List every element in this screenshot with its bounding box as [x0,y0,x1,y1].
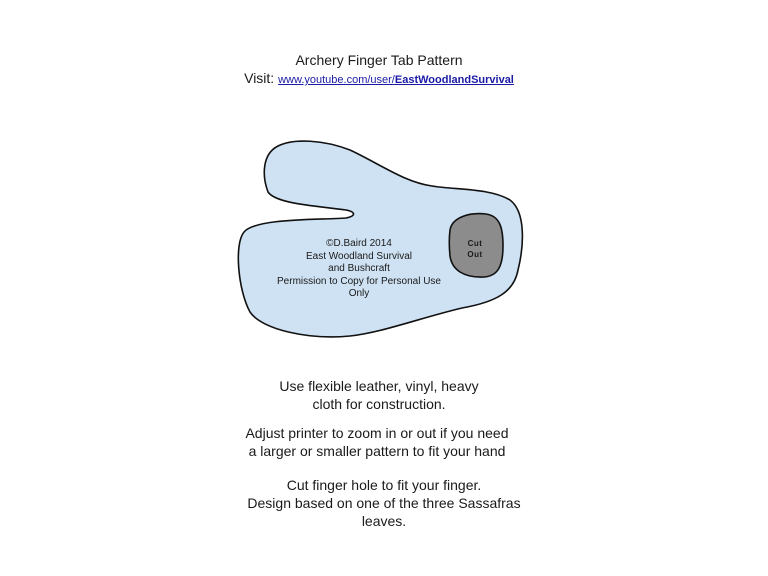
material-instructions [254,377,504,413]
cutout-label-line: Out [467,250,483,259]
cutout-label [455,238,495,260]
printer-line: Adjust printer to zoom in or out if you need [245,425,509,441]
copyright-line: ©D.Baird 2014 [326,238,392,249]
material-line: cloth for construction. [312,396,446,412]
finger-line: Cut finger hole to fit your finger. [286,477,482,493]
finger-line: leaves. [361,513,407,529]
copyright-line: East Woodland Survival [306,250,412,262]
link-prefix: www.youtube.com/user/ [278,74,395,86]
document-title: Archery Finger Tab Pattern [295,52,463,68]
printer-line: a larger or smaller pattern to fit your hand [248,443,506,459]
cutout-label-line: Cut [467,239,483,248]
link-channel-name: EastWoodlandSurvival [394,74,514,86]
copyright-line: Only [348,288,370,300]
finger-line: Design based on one of the three Sassafras [247,495,521,511]
visit-label: Visit: [244,70,279,86]
copyright-notice [264,238,454,301]
finger-hole-instructions [224,476,544,530]
copyright-line: Permission to Copy for Personal Use [277,275,441,287]
material-line: Use flexible leather, vinyl, heavy [279,378,479,394]
printer-instructions [224,424,530,460]
copyright-line: and Bushcraft [328,263,390,275]
